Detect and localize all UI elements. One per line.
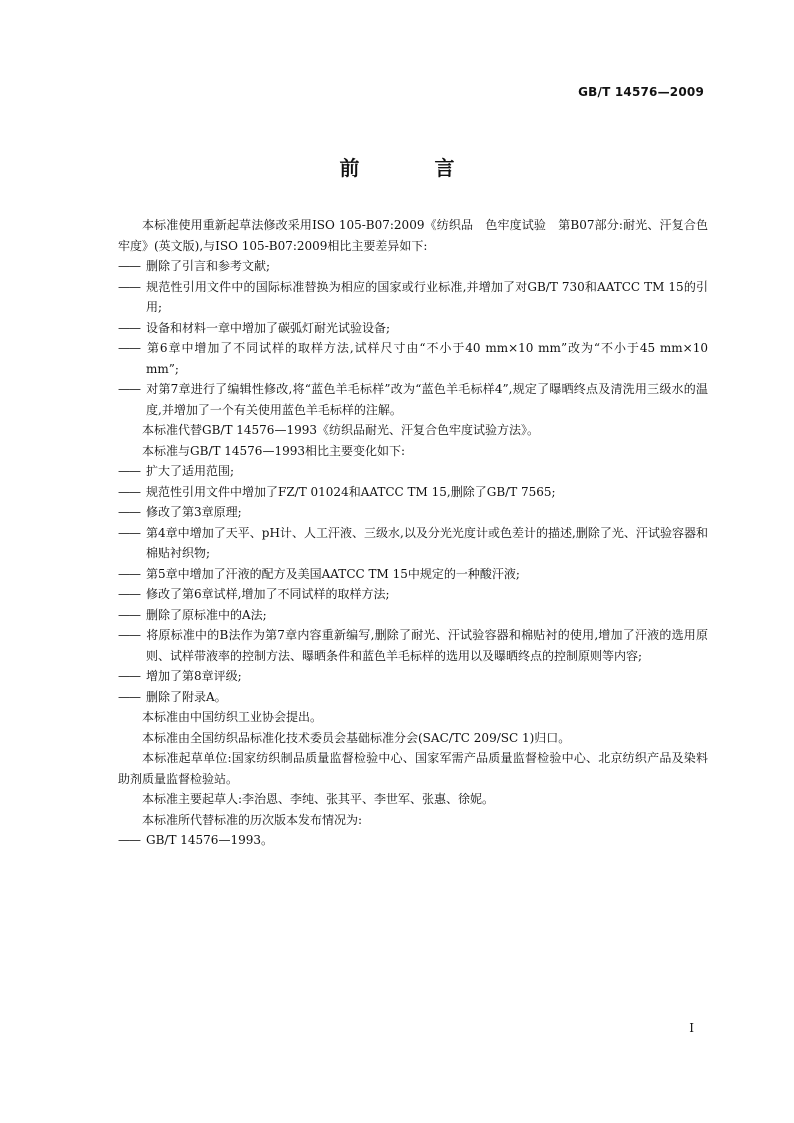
paragraph-text: 设备和材料一章中增加了碳弧灯耐光试验设备; <box>146 320 391 335</box>
item-dash-marker: —— <box>118 259 140 273</box>
list-item <box>118 379 708 420</box>
item-dash-marker: —— <box>118 689 140 704</box>
paragraph-text: 本标准起草单位:国家纺织制品质量监督检验中心、国家军需产品质量监督检验中心、北京纺织产品及染料助剂质量监督检验站。 <box>118 751 708 786</box>
list-item <box>118 461 708 482</box>
list-item <box>118 502 708 523</box>
paragraph <box>118 707 708 728</box>
paragraph-text: 对第7章进行了编辑性修改,将“蓝色羊毛标样”改为“蓝色羊毛标样4”,规定了曝晒终点及清洗用三级水的温度,并增加了一个有关使用蓝色羊毛标样的注解。 <box>146 382 708 417</box>
page-number: I <box>689 1021 694 1035</box>
item-dash-marker: —— <box>118 628 140 642</box>
list-item <box>118 605 708 626</box>
list-item <box>118 256 708 277</box>
paragraph <box>118 420 708 441</box>
item-dash-marker: —— <box>118 341 140 355</box>
list-item <box>118 318 708 339</box>
paragraph-text: 本标准所代替标准的历次版本发布情况为: <box>142 812 363 827</box>
paragraph-text: 删除了附录A。 <box>146 689 227 704</box>
foreword-body <box>118 215 708 851</box>
item-dash-marker: —— <box>118 566 140 581</box>
page-title: 前 言 <box>339 156 489 180</box>
paragraph-text: 第6章中增加了不同试样的取样方法,试样尺寸由“不小于40 mm×10 mm”改为“不小于45 mm×10 mm”; <box>146 341 708 376</box>
paragraph-text: GB/T 14576—1993。 <box>146 833 273 847</box>
list-item <box>118 666 708 687</box>
paragraph <box>118 215 708 256</box>
paragraph-text: 删除了引言和参考文献; <box>146 259 271 273</box>
paragraph-text: 修改了第3章原理; <box>146 505 242 519</box>
paragraph <box>118 728 708 749</box>
standard-code: GB/T 14576—2009 <box>578 85 704 99</box>
item-dash-marker: —— <box>118 279 140 294</box>
list-item <box>118 523 708 564</box>
list-item <box>118 830 708 851</box>
paragraph-text: 本标准由全国纺织品标准化技术委员会基础标准分会(SAC/TC 209/SC 1)归口。 <box>142 730 571 745</box>
paragraph-text: 将原标准中的B法作为第7章内容重新编写,删除了耐光、汗试验容器和棉贴衬的使用,增加了汗液的选用原则、试样带液率的控制方法、曝晒条件和蓝色羊毛标样的选用以及曝晒终点的控制原则等内容; <box>146 628 708 663</box>
list-item <box>118 584 708 605</box>
paragraph-text: 修改了第6章试样,增加了不同试样的取样方法; <box>146 587 390 601</box>
paragraph-text: 本标准由中国纺织工业协会提出。 <box>142 710 323 724</box>
list-item <box>118 277 708 318</box>
paragraph-text: 本标准主要起草人:李治恩、李纯、张其平、李世军、张惠、徐妮。 <box>142 792 495 806</box>
paragraph-text: 删除了原标准中的A法; <box>146 607 267 622</box>
item-dash-marker: —— <box>118 525 140 540</box>
list-item <box>118 338 708 379</box>
item-dash-marker: —— <box>118 833 140 847</box>
paragraph-text: 本标准使用重新起草法修改采用ISO 105-B07:2009《纺织品 色牢度试验 第B07部分:耐光、汗复合色牢度》(英文版),与ISO 105-B07:2009相比主要差异如下: <box>118 218 708 253</box>
paragraph <box>118 748 708 789</box>
item-dash-marker: —— <box>118 587 140 601</box>
paragraph <box>118 441 708 462</box>
paragraph-text: 规范性引用文件中增加了FZ/T 01024和AATCC TM 15,删除了GB/T 7565; <box>146 484 556 499</box>
item-dash-marker: —— <box>118 484 140 499</box>
list-item <box>118 687 708 708</box>
item-dash-marker: —— <box>118 669 140 683</box>
paragraph-text: 扩大了适用范围; <box>146 464 235 478</box>
item-dash-marker: —— <box>118 464 140 478</box>
paragraph-text: 增加了第8章评级; <box>146 669 242 683</box>
list-item <box>118 482 708 503</box>
paragraph <box>118 789 708 810</box>
paragraph-text: 第5章中增加了汗液的配方及美国AATCC TM 15中规定的一种酸汗液; <box>146 566 520 581</box>
paragraph-text: 本标准与GB/T 14576—1993相比主要变化如下: <box>142 443 406 458</box>
item-dash-marker: —— <box>118 382 140 396</box>
item-dash-marker: —— <box>118 320 140 335</box>
paragraph-text: 规范性引用文件中的国际标准替换为相应的国家或行业标准,并增加了对GB/T 730和AATCC TM 15的引用; <box>146 279 708 314</box>
paragraph <box>118 810 708 831</box>
item-dash-marker: —— <box>118 505 140 519</box>
paragraph-text: 本标准代替GB/T 14576—1993《纺织品耐光、汗复合色牢度试验方法》。 <box>142 423 539 437</box>
paragraph-text: 第4章中增加了天平、pH计、人工汗液、三级水,以及分光光度计或色差计的描述,删除了光、汗试验容器和棉贴衬织物; <box>146 525 708 560</box>
list-item <box>118 564 708 585</box>
item-dash-marker: —— <box>118 607 140 622</box>
list-item <box>118 625 708 666</box>
